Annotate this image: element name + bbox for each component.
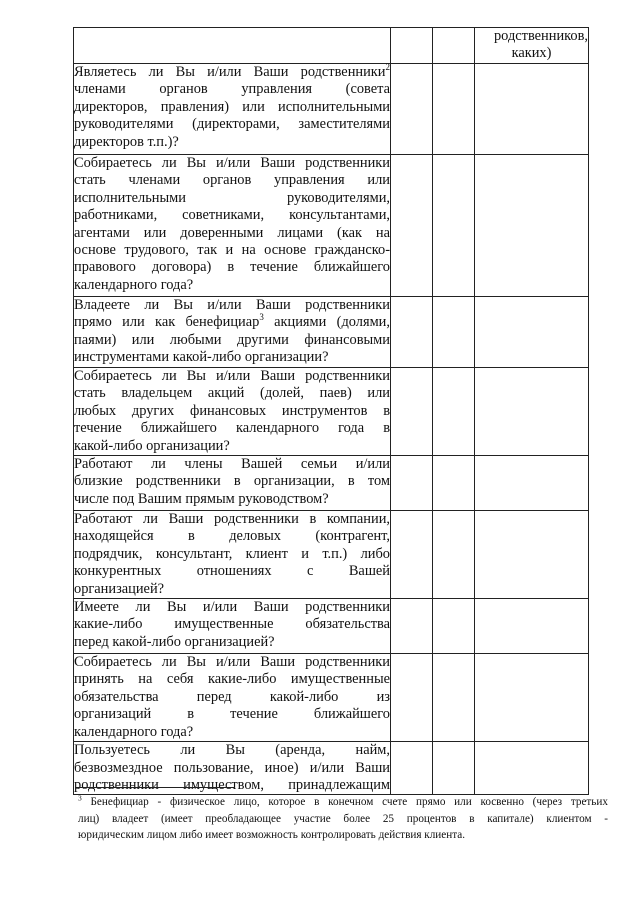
question-cell (74, 511, 391, 599)
question-line: прямо или как бенефициар$^3$ акциями (долями, (74, 312, 390, 331)
answer-yes-cell[interactable] (391, 28, 433, 64)
question-line: принять на себя какие-либо имущественные (74, 671, 390, 688)
question-line: подрядчик, консультант, клиент и т.п.) либо (74, 545, 390, 562)
question-line: членами органов управления (совета (74, 81, 390, 98)
answer-details-cell[interactable] (475, 155, 589, 297)
answer-no-cell[interactable] (433, 742, 475, 795)
question-cell (74, 654, 391, 742)
question-cell (74, 28, 391, 64)
details-header-line-1: родственников, (493, 28, 588, 44)
table-row (74, 511, 589, 599)
question-line: какие-либо имущественные обязательства (74, 616, 390, 633)
question-line: Собираетесь ли Вы и/или Ваши родственники (74, 654, 390, 671)
question-line: директоров т.п.)? (74, 133, 179, 150)
table-row-header (74, 28, 589, 64)
question-line: Являетесь ли Вы и/или Ваши родственники$^2$ (74, 62, 390, 80)
answer-details-cell[interactable] (475, 599, 589, 654)
footnote-line: юридическим лицом либо имеет возможность контролировать действия клиента. (78, 829, 466, 842)
question-line: течение ближайшего календарного года в (74, 420, 390, 437)
question-line: календарного года? (74, 723, 194, 740)
question-line: Работают ли Ваши родственники в компании, (74, 511, 390, 528)
question-line: Собираетесь ли Вы и/или Ваши родственники (74, 368, 390, 384)
table-row (74, 155, 589, 297)
footnote-number: 3 (78, 793, 82, 803)
question-cell (74, 599, 391, 654)
answer-yes-cell[interactable] (391, 456, 433, 511)
table-row (74, 297, 589, 368)
details-header-line-2: каких) (511, 45, 552, 62)
question-line: любых других финансовых инструментов в (74, 402, 390, 419)
answer-no-cell[interactable] (433, 654, 475, 742)
answer-yes-cell[interactable] (391, 599, 433, 654)
question-cell (74, 368, 391, 456)
answer-yes-cell[interactable] (391, 155, 433, 297)
question-line: стать владельцем акций (долей, паев) или (74, 385, 390, 402)
table-row (74, 368, 589, 456)
question-line: работниками, советниками, консультантами, (74, 207, 390, 224)
answer-yes-cell[interactable] (391, 742, 433, 795)
answer-yes-cell[interactable] (391, 511, 433, 599)
answer-no-cell[interactable] (433, 368, 475, 456)
question-line: агентами или доверенными лицами (как на (74, 224, 390, 241)
footnote-line: лиц) владеет (имеет преобладающее участие более 25 процентов в капитале) клиентом - (78, 812, 608, 825)
question-line: близкие родственники в организации, в том (74, 473, 390, 490)
question-line: календарного года? (74, 276, 194, 293)
answer-no-cell[interactable] (433, 297, 475, 368)
answer-no-cell[interactable] (433, 28, 475, 64)
question-line: исполнительными руководителями, (74, 189, 390, 206)
question-line: директоров, правления) или исполнительными (74, 98, 390, 115)
questionnaire-table (73, 27, 589, 795)
table-row (74, 456, 589, 511)
footnote (78, 794, 608, 844)
answer-yes-cell[interactable] (391, 297, 433, 368)
answer-details-cell[interactable] (475, 368, 589, 456)
footnote-ref: 3 (259, 312, 264, 323)
footnote-ref: 2 (385, 62, 390, 73)
details-header-cell (475, 28, 589, 64)
question-line: правового договора) в течение ближайшего (74, 259, 390, 276)
question-line: безвозмездное пользование, иное) и/или Ваши (74, 759, 390, 776)
question-cell (74, 155, 391, 297)
question-line: Владеете ли Вы и/или Ваши родственники (74, 297, 390, 313)
table-row (74, 599, 589, 654)
answer-details-cell[interactable] (475, 456, 589, 511)
question-line: паями) или любыми другими финансовыми (74, 331, 390, 348)
question-line: Работают ли члены Вашей семьи и/или (74, 456, 390, 473)
answer-no-cell[interactable] (433, 456, 475, 511)
question-line: обязательства перед какой-либо из (74, 688, 390, 705)
answer-no-cell[interactable] (433, 64, 475, 155)
question-line: конкурентных отношениях с Вашей (74, 563, 390, 580)
question-line: организацией? (74, 580, 165, 597)
answer-no-cell[interactable] (433, 155, 475, 297)
answer-details-cell[interactable] (475, 742, 589, 795)
answer-yes-cell[interactable] (391, 64, 433, 155)
question-line: Собираетесь ли Вы и/или Ваши родственники (74, 155, 390, 171)
answer-details-cell[interactable] (475, 654, 589, 742)
answer-details-cell[interactable] (475, 297, 589, 368)
footnote-line: $^3$ Бенефициар - физическое лицо, которое в конечном счете прямо или косвенно (через третьих (78, 793, 608, 808)
table-row (74, 654, 589, 742)
question-line: родственники имуществом, принадлежащим (74, 776, 390, 793)
question-cell (74, 456, 391, 511)
answer-yes-cell[interactable] (391, 368, 433, 456)
question-line: основе трудового, так и на основе гражданско- (74, 242, 390, 259)
question-line: организаций в течение ближайшего (74, 706, 390, 723)
question-line: находящейся в деловых (контрагент, (74, 528, 390, 545)
answer-yes-cell[interactable] (391, 654, 433, 742)
answer-details-cell[interactable] (475, 511, 589, 599)
question-line: Пользуетесь ли Вы (аренда, найм, (74, 742, 390, 759)
question-cell (74, 64, 391, 155)
answer-no-cell[interactable] (433, 599, 475, 654)
question-cell (74, 297, 391, 368)
question-line: руководителями (директорами, заместителями (74, 116, 390, 133)
footnote-separator (75, 787, 235, 788)
answer-details-cell[interactable] (475, 64, 589, 155)
table-row (74, 64, 589, 155)
question-line: стать членами органов управления или (74, 172, 390, 189)
question-line: перед какой-либо организацией? (74, 633, 275, 650)
question-line: инструментами какой-либо организации? (74, 349, 329, 366)
question-line: числе под Вашим прямым руководством? (74, 490, 329, 507)
question-line: какой-либо организации? (74, 437, 230, 454)
answer-no-cell[interactable] (433, 511, 475, 599)
question-line: Имеете ли Вы и/или Ваши родственники (74, 599, 390, 616)
